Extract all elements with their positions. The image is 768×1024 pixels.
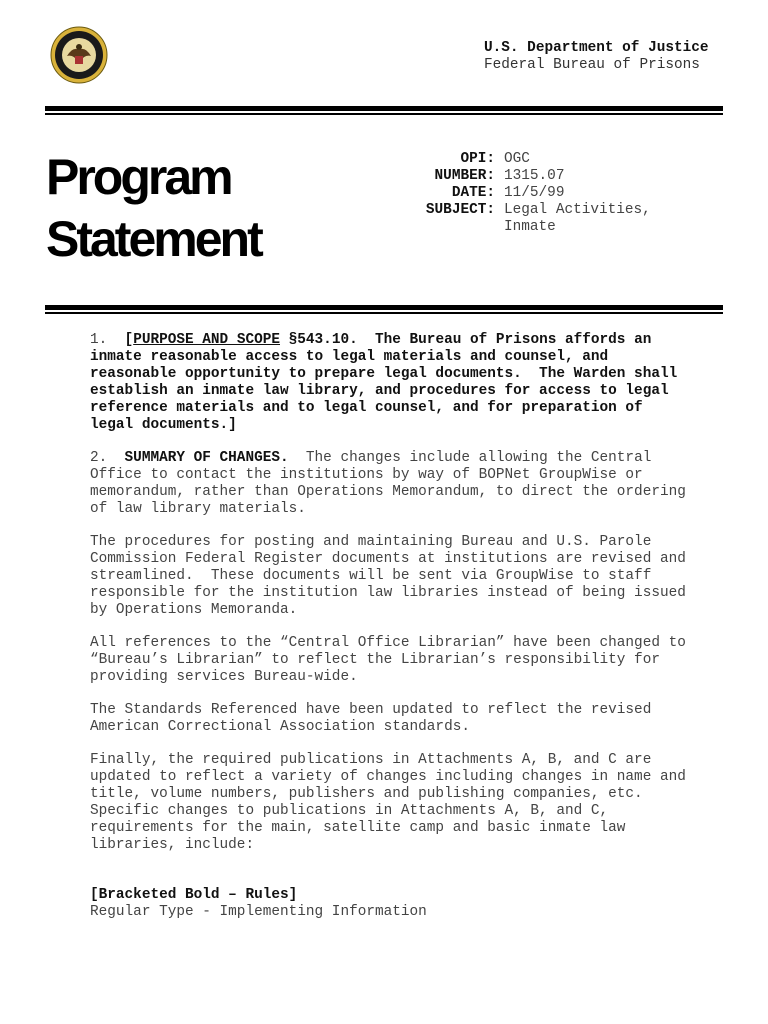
legend: [90, 887, 427, 921]
department-name: U.S. Department of Justice: [484, 40, 709, 56]
paragraph: All references to the “Central Office Librarian” have been changed to “Bureau’s Librarian” to reflect the Librarian’s responsibility for providing services Bureau-wide.: [90, 635, 695, 685]
meta-row-subject: [400, 202, 704, 236]
title-line-1: Program: [46, 149, 231, 205]
meta-key: NUMBER:: [434, 168, 495, 184]
meta-value: OGC: [504, 151, 530, 167]
bracket-open: [: [124, 332, 134, 348]
doj-seal-icon: [50, 26, 108, 84]
section-text: The changes include allowing the Central Office to contact the institutions by way of BOPNet GroupWise or memorandum, rather than Operations Memorandum, to direct the ordering of law library materials.: [90, 450, 695, 517]
paragraph: The procedures for posting and maintaining Bureau and U.S. Parole Commission Federal Register documents at institutions are revised and streamlined. These documents will be sent via GroupWise to staff responsible for the institution law libraries instead of being issued by Operations Memoranda.: [90, 534, 695, 618]
section-text: §543.10. The Bureau of Prisons affords an inmate reasonable access to legal materials and counsel, and reasonable opportunity to prepare legal documents. The Warden shall establish an inmate law library, and procedures for access to legal reference materials and to legal counsel, and for preparation of legal documents.]: [90, 332, 686, 433]
top-divider: [45, 106, 723, 116]
document-body: [90, 332, 695, 870]
meta-key: DATE:: [451, 185, 495, 201]
section-heading: SUMMARY OF CHANGES.: [124, 450, 289, 466]
paragraph: The Standards Referenced have been updated to reflect the revised American Correctional Association standards.: [90, 702, 660, 735]
section-number: 2.: [90, 450, 125, 466]
page-title: [46, 146, 261, 270]
section-summary: [90, 450, 695, 518]
meta-key: SUBJECT:: [425, 202, 495, 218]
meta-row-date: [400, 185, 704, 202]
section-number: 1.: [90, 332, 125, 348]
paragraph: Finally, the required publications in Attachments A, B, and C are updated to reflect a variety of changes including changes in name and title, volume numbers, publishers and publishing companies, etc. Specific changes to publications in Attachments A, B, and C, requirements for the main, satellite camp and basic inmate law libraries, include:: [90, 752, 695, 853]
legend-info: Regular Type - Implementing Information: [90, 904, 427, 920]
meta-value: 11/5/99: [504, 185, 565, 201]
title-line-2: Statement: [46, 211, 261, 267]
legend-rules: [Bracketed Bold – Rules]: [90, 887, 298, 903]
section-heading: PURPOSE AND SCOPE: [133, 332, 280, 348]
meta-row-opi: [400, 151, 704, 168]
document-metadata: [400, 151, 704, 236]
meta-value: Legal Activities, Inmate: [504, 202, 651, 235]
agency-header: [484, 40, 709, 74]
bottom-divider: [45, 305, 723, 315]
section-purpose: [90, 332, 690, 434]
meta-key: OPI:: [460, 151, 495, 167]
meta-row-number: [400, 168, 704, 185]
meta-value: 1315.07: [504, 168, 565, 184]
bureau-name: Federal Bureau of Prisons: [484, 57, 700, 73]
